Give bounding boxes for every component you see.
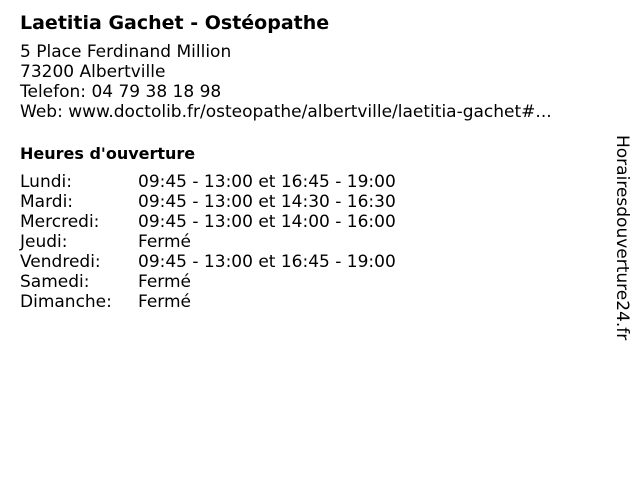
day-label: Lundi: (20, 172, 72, 192)
day-hours: 09:45 - 13:00 et 14:30 - 16:30 (138, 192, 396, 212)
site-watermark (611, 135, 633, 345)
watermark-text: Horairesdouverture24.fr (612, 135, 632, 341)
hours-row-samedi (20, 272, 600, 292)
website-link[interactable]: www.doctolib.fr/osteopathe/albertville/laetitia-gachet#... (68, 102, 552, 122)
day-label: Dimanche: (20, 292, 112, 312)
business-name: Laetitia Gachet - Ostéopathe (20, 12, 330, 34)
hours-row-mercredi (20, 212, 600, 232)
day-hours: 09:45 - 13:00 et 14:00 - 16:00 (138, 212, 396, 232)
hours-row-lundi (20, 172, 600, 192)
web-label: Web: (20, 102, 69, 122)
day-label: Jeudi: (20, 232, 68, 252)
hours-row-mardi (20, 192, 600, 212)
opening-hours-table (20, 172, 600, 312)
day-hours: Fermé (138, 292, 192, 312)
day-label: Samedi: (20, 272, 90, 292)
business-card (20, 10, 600, 312)
day-hours: Fermé (138, 272, 192, 292)
day-label: Mardi: (20, 192, 74, 212)
hours-row-dimanche (20, 292, 600, 312)
day-label: Mercredi: (20, 212, 100, 232)
phone-label: Telefon: (20, 82, 92, 102)
hours-row-vendredi (20, 252, 600, 272)
day-hours: Fermé (138, 232, 192, 252)
city-address: 73200 Albertville (20, 62, 166, 82)
street-address: 5 Place Ferdinand Million (20, 42, 232, 62)
opening-hours-heading: Heures d'ouverture (20, 144, 196, 163)
day-hours: 09:45 - 13:00 et 16:45 - 19:00 (138, 172, 396, 192)
hours-row-jeudi (20, 232, 600, 252)
phone-line (20, 82, 600, 102)
web-line (20, 102, 600, 122)
phone-number[interactable]: 04 79 38 18 98 (91, 82, 222, 102)
day-label: Vendredi: (20, 252, 101, 272)
day-hours: 09:45 - 13:00 et 16:45 - 19:00 (138, 252, 396, 272)
